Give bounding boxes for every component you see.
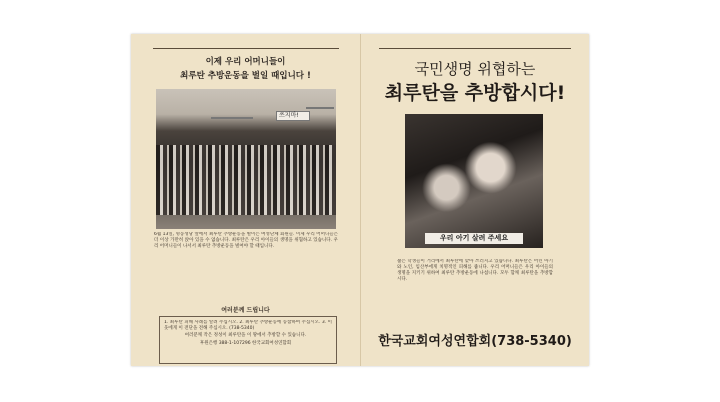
left-sub-heading: 여러분께 드립니다 [221, 307, 270, 314]
crowd-figures [156, 145, 336, 215]
leaflet [131, 34, 589, 366]
protest-sign: 쓰지마! [276, 111, 310, 121]
mother-photo [405, 114, 543, 248]
right-article: 젊은 학생들이 거리에서 최루탄에 맞아 쓰러지고 있습니다. 최루탄은 어린 아기와 노인, 임산부에게 치명적인 피해를 줍니다. 우리 어머니들은 우리 아이들의 생명을 지키기 위하여 최루탄 추방운동에 나섭니다. 모두 함께 최루탄을 추방합시다. [397, 259, 553, 283]
protest-photo [156, 89, 336, 229]
right-panel [361, 34, 589, 366]
left-article: 6월 13일, 명동성당 앞에서 최루탄 추방운동을 벌이는 여성단체 회원들. 이제 우리 어머니들은 더 이상 가만히 앉아 있을 수 없습니다. 최루탄은 우리 아이들의 생명을 위협하고 있습니다. 우리 어머니들이 나서서 최루탄 추방운동을 벌여야 할 때입니다. [154, 232, 338, 250]
right-title-line2: 최루탄을 추방합시다! [384, 82, 566, 104]
info-box-text: 1. 최루탄 피해 사례를 알려 주십시오. 2. 최루탄 추방운동에 동참하여 주십시오. 3. 이웃에게 이 전단을 전해 주십시오. (738-5340) [164, 320, 332, 332]
left-panel [131, 34, 360, 366]
protest-sign [306, 107, 334, 109]
left-footer-line2: 후원은행 388-1-107296 한국교회여성연합회 [199, 341, 292, 346]
top-rule [379, 48, 571, 49]
left-title-line2: 최루탄 추방운동을 벌일 때입니다 ! [180, 71, 311, 81]
left-footer-line1: 여러분께 작은 정성이 최루탄을 이 땅에서 추방할 수 있습니다. [184, 333, 307, 338]
protest-sign [211, 117, 253, 119]
left-title-line1: 이제 우리 어머니들이 [205, 57, 286, 67]
organization-name: 한국교회여성연합회(738-5340) [378, 334, 572, 349]
right-title-line1: 국민생명 위협하는 [414, 60, 536, 78]
top-rule [153, 48, 339, 49]
photo-caption: 우리 아기 살려 주세요 [425, 233, 523, 244]
